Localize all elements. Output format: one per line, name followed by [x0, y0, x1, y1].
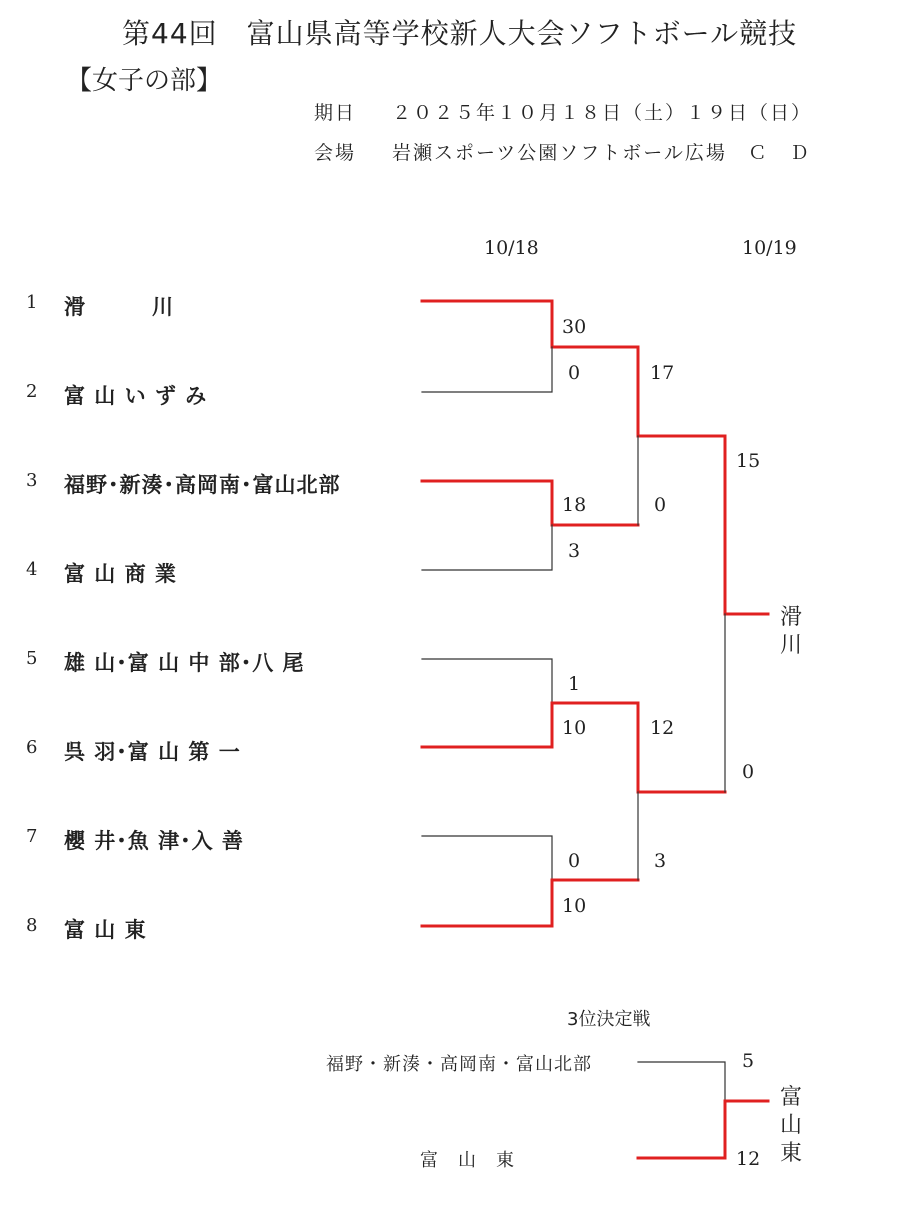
score-semi-2: 0	[654, 494, 667, 516]
score-r1-team5: 1	[568, 673, 581, 695]
team-name-6: 呉 羽･富 山 第 一	[64, 740, 241, 764]
champion-char-2: 川	[780, 633, 803, 658]
score-r1-team3: 18	[562, 494, 587, 516]
score-semi-3: 12	[650, 717, 675, 739]
team-name-1: 滑 川	[64, 295, 174, 319]
bracket-line-semi-1	[638, 347, 725, 436]
team-seed-5: 5	[26, 648, 38, 669]
team-name-4: 富 山 商 業	[64, 562, 177, 586]
team-name-7: 櫻 井･魚 津･入 善	[64, 829, 244, 853]
team-seed-8: 8	[26, 915, 38, 936]
third-place-title: 3位決定戦	[567, 1009, 651, 1030]
bracket-line-r1-team6	[422, 703, 638, 747]
bracket-line-r1-team1	[422, 301, 638, 347]
date-value: ２０２５年１０月１８日（土）１９日（日）	[392, 102, 813, 124]
date-label: 期日	[314, 102, 357, 124]
third-place-team-b: 富 山 東	[420, 1150, 515, 1171]
venue-value: 岩瀬スポーツ公園ソフトボール広場 Ｃ Ｄ	[392, 142, 811, 164]
third-place-winner-char-1: 富	[780, 1085, 803, 1110]
third-place-score-a: 5	[742, 1050, 755, 1072]
division-label: 【女子の部】	[66, 66, 223, 96]
bracket-line-r1-team8	[422, 880, 638, 926]
bracket-line-r1-team4	[422, 525, 552, 570]
score-r1-team2: 0	[568, 362, 581, 384]
team-name-2: 富 山 い ず み	[64, 384, 208, 408]
score-r1-team1: 30	[562, 316, 587, 338]
round-date-day2: 10/19	[742, 237, 797, 259]
score-semi-1: 17	[650, 362, 675, 384]
team-seed-1: 1	[26, 292, 38, 313]
team-name-8: 富 山 東	[64, 918, 147, 942]
round-date-day1: 10/18	[484, 237, 539, 259]
third-place-winner-char-3: 東	[780, 1141, 803, 1166]
bracket-line-r1-team5	[422, 659, 552, 703]
third-place-team-a: 福野・新湊・高岡南・富山北部	[326, 1054, 592, 1075]
team-seed-4: 4	[26, 559, 38, 580]
score-r1-team4: 3	[568, 540, 581, 562]
venue-label: 会場	[314, 142, 357, 164]
score-semi-4: 3	[654, 850, 667, 872]
bracket-line-third-a	[638, 1062, 725, 1101]
champion-char-1: 滑	[780, 605, 803, 630]
team-seed-7: 7	[26, 826, 38, 847]
team-seed-2: 2	[26, 381, 38, 402]
bracket-line-r1-team3	[422, 481, 638, 525]
score-r1-team7: 0	[568, 850, 581, 872]
score-final-1: 15	[736, 450, 761, 472]
third-place-winner-char-2: 山	[780, 1113, 803, 1138]
team-seed-3: 3	[26, 470, 38, 491]
third-place-score-b: 12	[736, 1148, 761, 1170]
team-name-5: 雄 山･富 山 中 部･八 尾	[64, 651, 305, 675]
page-title: 第44回 富山県高等学校新人大会ソフトボール競技	[122, 17, 798, 50]
bracket-line-r1-team7	[422, 836, 552, 880]
team-name-3: 福野･新湊･高岡南･富山北部	[64, 473, 341, 497]
score-r1-team8: 10	[562, 895, 587, 917]
score-r1-team6: 10	[562, 717, 587, 739]
score-final-2: 0	[742, 761, 755, 783]
bracket-line-r1-team2	[422, 347, 552, 392]
team-seed-6: 6	[26, 737, 38, 758]
